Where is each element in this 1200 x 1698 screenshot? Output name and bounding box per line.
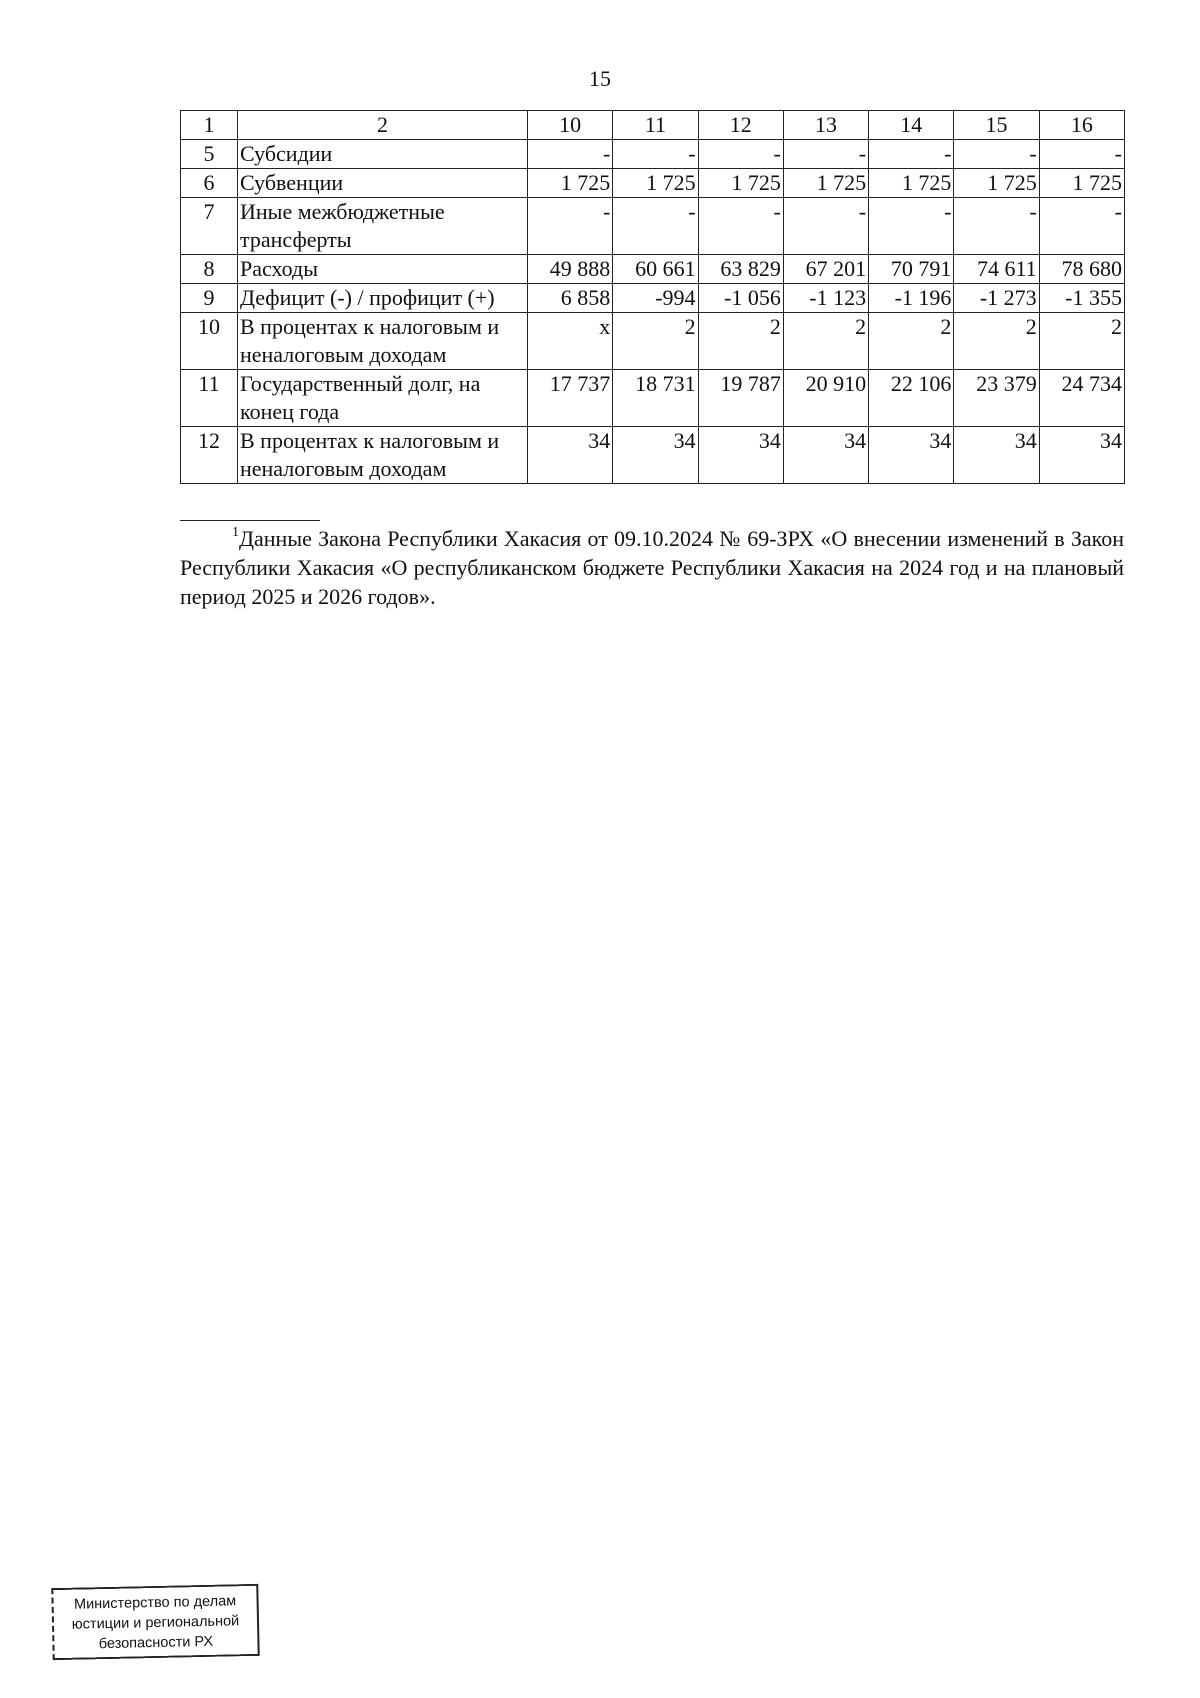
table-header-row [181, 111, 1125, 140]
row-number: 6 [181, 169, 238, 198]
row-number: 7 [181, 198, 238, 255]
value-cell: 63 829 [698, 255, 783, 284]
table-row [181, 169, 1125, 198]
value-cell: 70 791 [869, 255, 954, 284]
value-cell: - [869, 198, 954, 255]
value-cell: 2 [954, 313, 1039, 370]
value-cell: 34 [698, 427, 783, 484]
value-cell: - [528, 198, 613, 255]
value-cell: - [528, 140, 613, 169]
value-cell: 18 731 [613, 370, 698, 427]
table-row [181, 140, 1125, 169]
value-cell: 34 [869, 427, 954, 484]
value-cell: 78 680 [1039, 255, 1124, 284]
row-name: В процентах к налоговым и неналоговым доходам [238, 427, 528, 484]
value-cell: -1 056 [698, 284, 783, 313]
value-cell: - [954, 198, 1039, 255]
value-cell: - [783, 140, 868, 169]
value-cell: 1 725 [954, 169, 1039, 198]
footnote [180, 524, 1124, 611]
value-cell: 34 [783, 427, 868, 484]
value-cell: 2 [1039, 313, 1124, 370]
value-cell: 1 725 [698, 169, 783, 198]
value-cell: - [698, 140, 783, 169]
stamp-line: Министерство по делам [73, 1593, 237, 1613]
value-cell: 34 [954, 427, 1039, 484]
value-cell: 60 661 [613, 255, 698, 284]
table-row [181, 284, 1125, 313]
value-cell: 49 888 [528, 255, 613, 284]
footnote-marker: 1 [232, 525, 239, 540]
value-cell: 2 [783, 313, 868, 370]
value-cell: - [869, 140, 954, 169]
value-cell: - [613, 140, 698, 169]
value-cell: 1 725 [869, 169, 954, 198]
header-cell: 16 [1039, 111, 1124, 140]
value-cell: - [783, 198, 868, 255]
value-cell: 1 725 [783, 169, 868, 198]
value-cell: -1 123 [783, 284, 868, 313]
value-cell: - [954, 140, 1039, 169]
row-number: 8 [181, 255, 238, 284]
row-name: Государственный долг, на конец года [238, 370, 528, 427]
row-number: 9 [181, 284, 238, 313]
value-cell: 1 725 [613, 169, 698, 198]
header-cell: 10 [528, 111, 613, 140]
header-cell: 11 [613, 111, 698, 140]
value-cell: 34 [528, 427, 613, 484]
value-cell: x [528, 313, 613, 370]
page-number: 15 [589, 66, 611, 91]
value-cell: 74 611 [954, 255, 1039, 284]
value-cell: 34 [1039, 427, 1124, 484]
footnote-text: Данные Закона Республики Хакасия от 09.10.2024 № 69-ЗРХ «О внесении изменений в Закон Республики Хакасия «О республиканском бюджете Республики Хакасия на 2024 год и на плановый период 2025 и 2026 годов». [180, 526, 1124, 609]
header-cell: 15 [954, 111, 1039, 140]
stamp-line: юстиции и региональной [71, 1613, 240, 1633]
table-row [181, 370, 1125, 427]
value-cell: 2 [869, 313, 954, 370]
table-row [181, 427, 1125, 484]
value-cell: - [1039, 198, 1124, 255]
stamp-line: безопасности РХ [98, 1633, 214, 1653]
value-cell: - [698, 198, 783, 255]
value-cell: 2 [698, 313, 783, 370]
row-name: Субсидии [238, 140, 528, 169]
value-cell: 1 725 [1039, 169, 1124, 198]
value-cell: 19 787 [698, 370, 783, 427]
header-cell: 12 [698, 111, 783, 140]
header-cell: 13 [783, 111, 868, 140]
row-name: Дефицит (-) / профицит (+) [238, 284, 528, 313]
value-cell: - [613, 198, 698, 255]
value-cell: 2 [613, 313, 698, 370]
value-cell: -994 [613, 284, 698, 313]
header-cell: 14 [869, 111, 954, 140]
row-number: 12 [181, 427, 238, 484]
table-row [181, 198, 1125, 255]
footnote-divider [180, 520, 320, 521]
value-cell: 17 737 [528, 370, 613, 427]
value-cell: - [1039, 140, 1124, 169]
row-name: Субвенции [238, 169, 528, 198]
value-cell: 22 106 [869, 370, 954, 427]
value-cell: 24 734 [1039, 370, 1124, 427]
value-cell: 1 725 [528, 169, 613, 198]
value-cell: 67 201 [783, 255, 868, 284]
value-cell: 23 379 [954, 370, 1039, 427]
budget-table [180, 110, 1125, 484]
header-cell: 1 [181, 111, 238, 140]
header-cell: 2 [238, 111, 528, 140]
row-number: 10 [181, 313, 238, 370]
table-row [181, 313, 1125, 370]
value-cell: 20 910 [783, 370, 868, 427]
row-name: Расходы [238, 255, 528, 284]
ministry-stamp [51, 1584, 259, 1660]
value-cell: -1 355 [1039, 284, 1124, 313]
value-cell: -1 196 [869, 284, 954, 313]
value-cell: 6 858 [528, 284, 613, 313]
row-name: Иные межбюджетные трансферты [238, 198, 528, 255]
value-cell: -1 273 [954, 284, 1039, 313]
row-number: 5 [181, 140, 238, 169]
row-number: 11 [181, 370, 238, 427]
value-cell: 34 [613, 427, 698, 484]
row-name: В процентах к налоговым и неналоговым доходам [238, 313, 528, 370]
table-row [181, 255, 1125, 284]
